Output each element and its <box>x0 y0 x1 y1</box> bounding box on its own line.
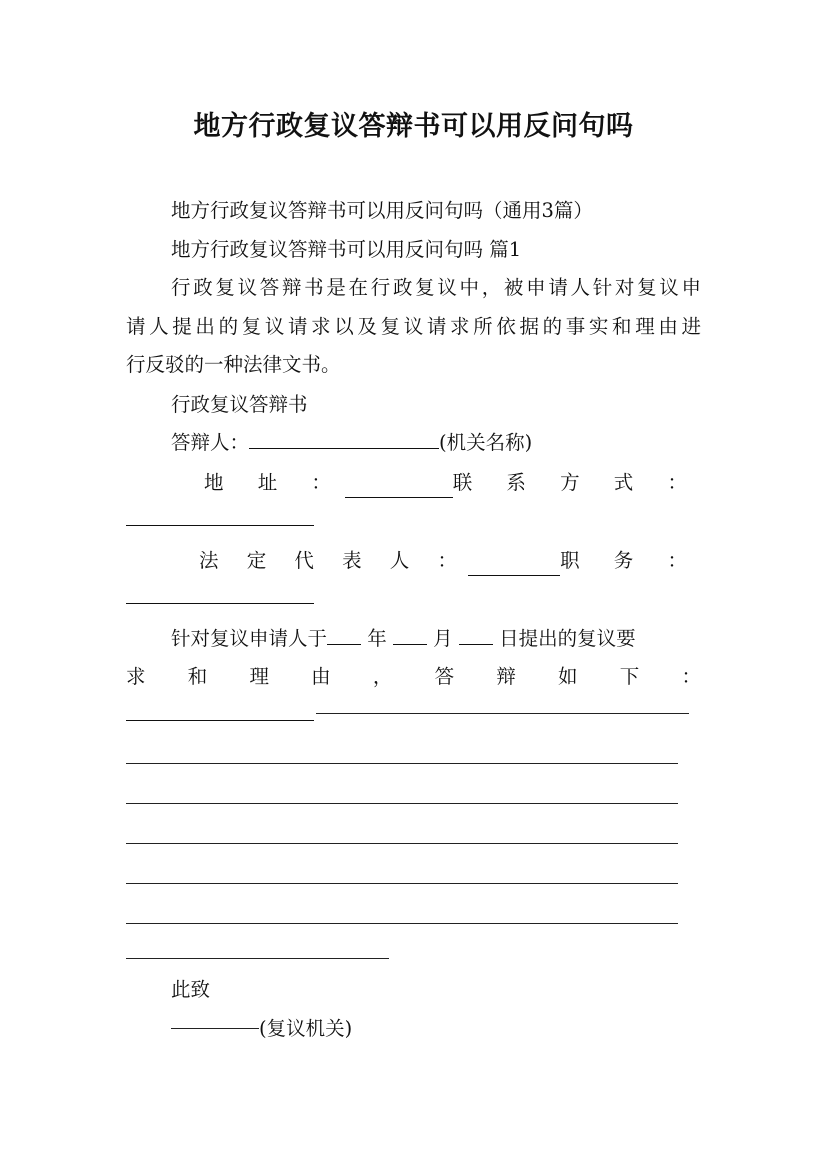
respondent-blank <box>249 428 439 449</box>
position-label: 职 务 ： <box>560 549 701 572</box>
answer-line <box>126 843 678 844</box>
answer-line-row-6 <box>126 943 701 973</box>
section-heading: 地方行政复议答辩书可以用反问句吗 篇1 <box>171 238 522 261</box>
legal-rep-blank <box>468 555 560 576</box>
respondent-label: 答辩人： <box>171 431 250 454</box>
answer-line-row-1 <box>126 748 701 778</box>
intro-line-3: 行反驳的一种法律文书。 <box>126 353 341 376</box>
page-title: 地方行政复议答辩书可以用反问句吗 <box>193 111 634 142</box>
answer-line <box>316 713 689 714</box>
year-blank <box>327 624 361 645</box>
intro-line-2: 请人提出的复议请求以及复议请求所依据的事实和理由进 <box>126 315 701 338</box>
answer-line <box>126 923 678 924</box>
position-blank-row <box>126 583 701 613</box>
agency-line <box>171 1028 259 1029</box>
contact-label: 联 系 方 式 ： <box>452 471 701 494</box>
intro-line-1: 行政复议答辩书是在行政复议中，被申请人针对复议申 <box>171 276 701 299</box>
answer-line <box>126 763 678 764</box>
subtitle: 地方行政复议答辩书可以用反问句吗（通用3篇） <box>171 199 593 222</box>
address-contact-row <box>204 468 701 498</box>
reply-blank-row <box>126 700 701 730</box>
reply-blank <box>126 700 314 721</box>
answer-line <box>126 958 389 959</box>
answer-line-row-3 <box>126 828 701 858</box>
answer-line-row-5 <box>126 908 701 938</box>
respondent-hint: (机关名称) <box>439 431 533 454</box>
contact-blank-row <box>126 505 701 535</box>
address-blank <box>345 477 453 498</box>
agency-hint: (复议机关) <box>259 1017 353 1040</box>
contact-blank <box>126 505 314 526</box>
legal-rep-row <box>199 546 701 576</box>
legal-rep-label: 法 定 代 表 人 ： <box>199 549 468 572</box>
address-label: 地 址 ： <box>204 471 345 494</box>
answer-line <box>126 803 678 804</box>
day-suffix: 日提出的复议要 <box>499 627 636 650</box>
reply-line: 求 和 理 由 ， 答 辩 如 下 ： <box>126 665 701 688</box>
answer-line-row-4 <box>126 868 701 898</box>
form-title: 行政复议答辩书 <box>171 393 308 416</box>
day-blank <box>459 624 493 645</box>
answer-line-row-2 <box>126 788 701 818</box>
position-blank <box>126 583 314 604</box>
month-label: 月 <box>433 627 453 650</box>
closing: 此致 <box>171 978 211 1001</box>
year-label: 年 <box>367 627 387 650</box>
month-blank <box>393 624 427 645</box>
answer-line <box>126 883 678 884</box>
agency-row <box>171 1014 701 1044</box>
request-part1: 针对复议申请人于 <box>171 627 328 650</box>
respondent-row <box>171 428 701 458</box>
request-date-row <box>171 624 701 654</box>
